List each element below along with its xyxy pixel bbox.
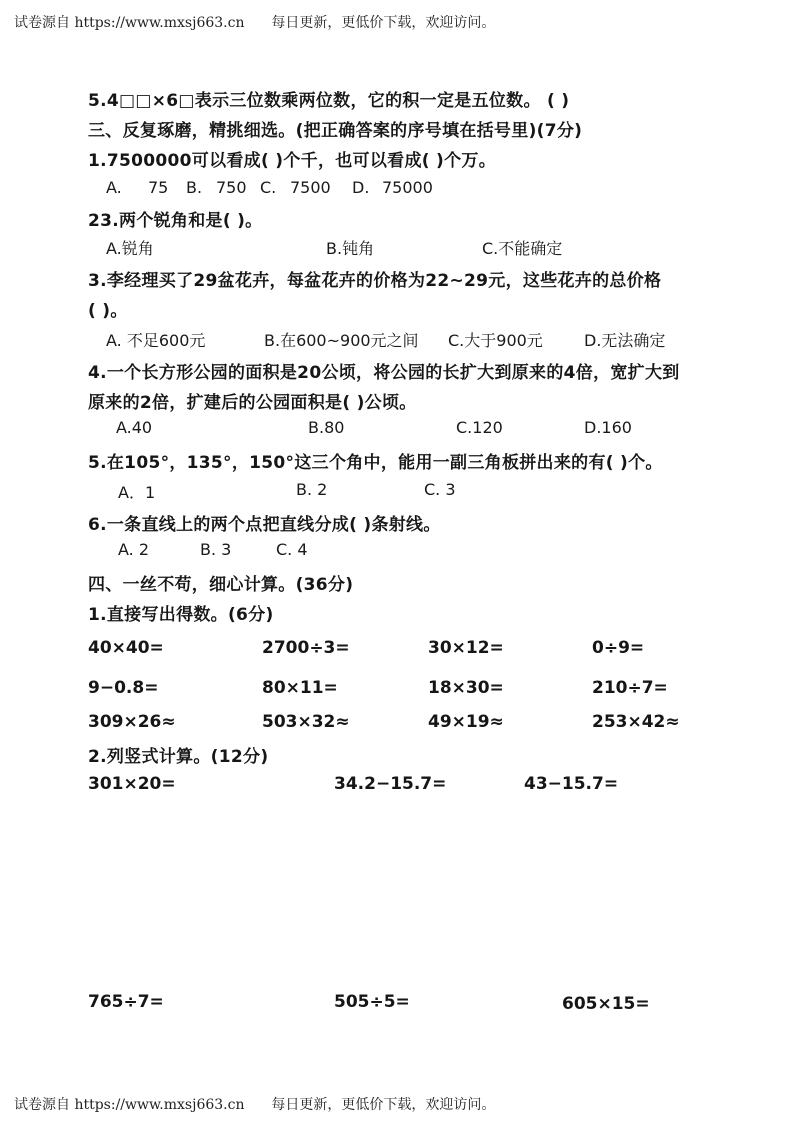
option-a: A．1 [118, 483, 156, 502]
question-6: 6.一条直线上的两个点把直线分成( )条射线。 [88, 515, 441, 535]
calc-item: 40×40= [88, 638, 164, 658]
vertical-calc-item: 43−15.7= [524, 774, 619, 794]
option-value: 7500 [290, 178, 331, 197]
option-b: B.在600~900元之间 [264, 331, 419, 350]
option-a: A.锐角 [106, 239, 154, 258]
direct-calc-title: 1.直接写出得数。(6分) [88, 605, 274, 625]
option-label: C. [260, 178, 277, 197]
option-d: D.160 [584, 418, 632, 437]
section-4-title: 四、一丝不苟，细心计算。(36分) [88, 575, 354, 595]
option-c: C. 4 [276, 540, 308, 559]
option-a: A.40 [116, 418, 153, 437]
option-b: B. 3 [200, 540, 232, 559]
calc-item: 0÷9= [592, 638, 645, 658]
footer-slogan: 每日更新，更低价下载，欢迎访问。 [271, 1097, 496, 1113]
option-d: D.无法确定 [584, 331, 666, 350]
option-c: C.大于900元 [448, 331, 543, 350]
option-a: A. 2 [118, 540, 150, 559]
option-a: A. 不足600元 [106, 331, 206, 350]
vertical-calc-item: 34.2−15.7= [334, 774, 447, 794]
page-footer [14, 1094, 495, 1114]
vertical-calc-item: 505÷5= [334, 992, 410, 1012]
option-b: B.钝角 [326, 239, 375, 258]
question-1: 1.7500000可以看成( )个千，也可以看成( )个万。 [88, 151, 497, 171]
calc-item: 80×11= [262, 678, 338, 698]
calc-item: 18×30= [428, 678, 504, 698]
footer-url[interactable]: https://www.mxsj663.cn [74, 1097, 245, 1113]
question-4-line2: 原来的2倍，扩建后的公园面积是( )公顷。 [88, 393, 417, 413]
vertical-calc-item: 605×15= [562, 994, 650, 1014]
calc-item: 2700÷3= [262, 638, 350, 658]
option-label: D. [352, 178, 370, 197]
option-label: A. [106, 178, 122, 197]
question-4-line1: 4.一个长方形公园的面积是20公顷，将公园的长扩大到原来的4倍，宽扩大到 [88, 363, 680, 383]
calc-item: 210÷7= [592, 678, 668, 698]
header-slogan: 每日更新，更低价下载，欢迎访问。 [271, 15, 496, 31]
vertical-calc-item: 765÷7= [88, 992, 164, 1012]
calc-item: 503×32≈ [262, 712, 350, 732]
calc-item: 309×26≈ [88, 712, 176, 732]
option-label: B. [186, 178, 203, 197]
option-c: C.120 [456, 418, 503, 437]
question-3-line2: ( )。 [88, 301, 128, 321]
section-3-title: 三、反复琢磨，精挑细选。(把正确答案的序号填在括号里)(7分) [88, 121, 583, 141]
vertical-calc-title: 2.列竖式计算。(12分) [88, 747, 269, 767]
option-value: 75 [148, 178, 169, 197]
calc-item: 49×19≈ [428, 712, 504, 732]
calc-item: 30×12= [428, 638, 504, 658]
calc-item: 9−0.8= [88, 678, 159, 698]
option-b: B. 2 [296, 480, 328, 499]
vertical-calc-item: 301×20= [88, 774, 176, 794]
footer-source: 试卷源自 [14, 1097, 70, 1113]
calc-item: 253×42≈ [592, 712, 680, 732]
question-5-angles: 5.在105°，135°，150°这三个角中，能用一副三角板拼出来的有( )个。 [88, 453, 663, 473]
page-header [14, 12, 495, 32]
header-source: 试卷源自 [14, 15, 70, 31]
question-23: 23.两个锐角和是( )。 [88, 211, 263, 231]
option-value: 750 [216, 178, 247, 197]
question-3-line1: 3.李经理买了29盆花卉，每盆花卉的价格为22~29元，这些花卉的总价格 [88, 271, 662, 291]
option-b: B.80 [308, 418, 345, 437]
question-5-judge: 5.4□□×6□表示三位数乘两位数，它的积一定是五位数。 ( ) [88, 91, 570, 111]
header-url[interactable]: https://www.mxsj663.cn [74, 15, 245, 31]
option-c: C. 3 [424, 480, 456, 499]
option-value: 75000 [382, 178, 433, 197]
option-c: C.不能确定 [482, 239, 563, 258]
